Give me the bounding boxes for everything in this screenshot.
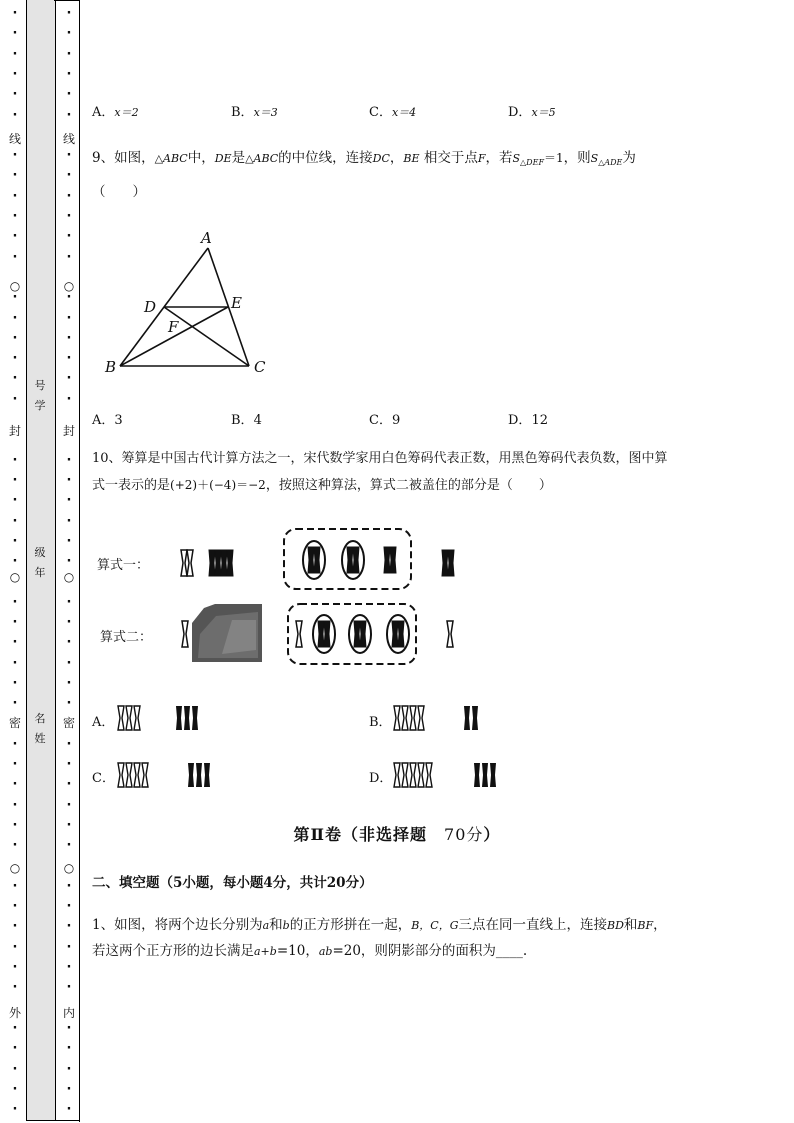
seal-dot: ·	[66, 189, 72, 204]
seal-dot: ·	[66, 229, 72, 244]
row2-label: 算式二：	[100, 630, 153, 645]
field-ji: 级	[34, 546, 46, 559]
seal-dot: ·	[12, 6, 18, 21]
q10-option-c-rods	[114, 761, 224, 791]
q10-option-b-rods	[390, 704, 490, 734]
seal-dot: ·	[12, 67, 18, 82]
seal-dot: ·	[66, 777, 72, 792]
seal-circle: ○	[9, 570, 21, 584]
seal-dot: ·	[66, 209, 72, 224]
seal-dot: ·	[66, 980, 72, 995]
seal-dot: ·	[66, 351, 72, 366]
seal-dot: ·	[12, 1021, 18, 1036]
label-a: A	[201, 229, 212, 247]
seal-dot: ·	[66, 1021, 72, 1036]
seal-dot: ·	[12, 1062, 18, 1077]
seal-dot: ·	[12, 980, 18, 995]
seal-dot: ·	[66, 615, 72, 630]
seal-label-xian: 线	[8, 132, 21, 146]
seal-dot: ·	[12, 209, 18, 224]
segment-be	[120, 307, 228, 366]
seal-circle: ○	[9, 279, 21, 293]
segment-dc	[164, 307, 249, 366]
seal-dot: ·	[66, 798, 72, 813]
seal-dot: ·	[12, 87, 18, 102]
seal-dot: ·	[66, 879, 72, 894]
row2-circled-pair	[349, 615, 371, 653]
option-label: D．	[508, 413, 532, 428]
seal-dot: ·	[12, 1041, 18, 1056]
seal-dot: ·	[66, 960, 72, 975]
q10-counting-rod-figure	[92, 520, 472, 670]
option-label: C．	[369, 413, 392, 428]
seal-dot: ·	[66, 656, 72, 671]
option-value: x＝2	[114, 106, 139, 119]
seal-circle: ○	[63, 861, 75, 875]
seal-label-feng: 封	[8, 424, 21, 438]
row2-circled-pair	[387, 615, 409, 653]
seal-label-feng: 封	[62, 424, 75, 438]
option-label: A．	[92, 105, 115, 120]
seal-dot: ·	[12, 47, 18, 62]
q9-option-c[interactable]	[369, 409, 400, 428]
row1-white-rods	[181, 550, 193, 576]
field-ming: 名	[34, 712, 46, 725]
option-label: A．	[92, 413, 115, 428]
seal-dot: ·	[66, 331, 72, 346]
option-value: x＝4	[391, 106, 417, 119]
seal-dot: ·	[12, 919, 18, 934]
seal-dot: ·	[66, 6, 72, 21]
q10-stem-line2: 式一表示的是(+2)＋(−4)＝−2，按照这种算法，算式二被盖住的部分是（ ）	[92, 478, 552, 493]
fill1-stem-line1: 1、如图，将两个边长分别为a和b的正方形拼在一起，B，C，G三点在同一直线上，连接BD和BF，	[92, 917, 667, 933]
seal-label-mi: 密	[62, 716, 75, 730]
option-value: x＝3	[253, 106, 278, 119]
seal-dot: ·	[12, 798, 18, 813]
seal-dot: ·	[66, 1082, 72, 1097]
seal-dot: ·	[66, 168, 72, 183]
q9-stem: 9、如图，△ABC中，DE是△ABC的中位线，连接DC，BE 相交于点F，若$S_{\triangle DEF}=1$，则$S_{\triangle ADE}$为	[92, 150, 636, 167]
section-ii-title: 第Ⅱ卷（非选择题 70分）	[293, 825, 501, 844]
seal-dot: ·	[12, 26, 18, 41]
field-hao: 号	[34, 379, 46, 392]
part2-heading: 二、填空题（5小题，每小题4分，共计20分）	[92, 875, 373, 891]
row1-circled-pair	[303, 541, 325, 579]
seal-dot: ·	[66, 818, 72, 833]
q8-option-a[interactable]	[92, 101, 139, 120]
seal-dot: ·	[12, 290, 18, 305]
seal-dot: ·	[66, 108, 72, 123]
seal-circle: ○	[63, 570, 75, 584]
seal-dot: ·	[12, 1082, 18, 1097]
seal-dot: ·	[66, 47, 72, 62]
seal-dot: ·	[66, 26, 72, 41]
seal-dot: ·	[12, 838, 18, 853]
seal-dot: ·	[12, 676, 18, 691]
option-label: B．	[369, 715, 392, 730]
row2-circled-pair	[313, 615, 335, 653]
seal-dot: ·	[12, 554, 18, 569]
option-value: x＝5	[531, 106, 556, 119]
q9-option-d[interactable]	[508, 409, 548, 428]
option-label: C．	[369, 105, 392, 120]
seal-dot: ·	[12, 311, 18, 326]
seal-dot: ·	[12, 371, 18, 386]
seal-dot: ·	[66, 473, 72, 488]
seal-dot: ·	[66, 392, 72, 407]
q9-triangle-figure	[95, 225, 285, 385]
q10-option-a[interactable]	[92, 711, 114, 730]
q10-option-c[interactable]	[92, 767, 115, 786]
q9-answer-blank: （ ）	[92, 184, 146, 200]
seal-dot: ·	[12, 189, 18, 204]
label-e: E	[231, 294, 242, 312]
seal-dot: ·	[12, 534, 18, 549]
seal-dot: ·	[66, 250, 72, 265]
field-nian: 年	[34, 566, 46, 579]
seal-dot: ·	[12, 1102, 18, 1117]
seal-dot: ·	[12, 818, 18, 833]
seal-dot: ·	[66, 493, 72, 508]
seal-dot: ·	[66, 554, 72, 569]
seal-dot: ·	[12, 514, 18, 529]
q10-option-a-rods	[114, 704, 214, 734]
row1-box-rods	[384, 547, 396, 573]
option-label: D．	[369, 771, 393, 786]
seal-label-xian: 线	[62, 132, 75, 146]
seal-dot: ·	[66, 534, 72, 549]
seal-dot: ·	[66, 696, 72, 711]
binding-border-line	[79, 0, 80, 1122]
label-d: D	[144, 298, 157, 316]
q10-option-b[interactable]	[369, 711, 392, 730]
seal-dot: ·	[66, 1102, 72, 1117]
seal-dot: ·	[12, 696, 18, 711]
seal-circle: ○	[9, 861, 21, 875]
q8-option-b[interactable]	[231, 101, 278, 120]
seal-dot: ·	[66, 1041, 72, 1056]
label-b: B	[105, 358, 117, 376]
seal-dot: ·	[66, 311, 72, 326]
seal-dot: ·	[12, 595, 18, 610]
q10-option-d[interactable]	[369, 767, 392, 786]
seal-dot: ·	[12, 879, 18, 894]
seal-dot: ·	[12, 777, 18, 792]
q8-option-c[interactable]	[369, 101, 416, 120]
seal-dot: ·	[66, 148, 72, 163]
seal-dot: ·	[66, 1062, 72, 1077]
q10-stem-line1: 10、筹算是中国古代计算方法之一，宋代数学家用白色筹码代表正数，用黑色筹码代表负数，图中算	[92, 451, 668, 466]
seal-dot: ·	[12, 615, 18, 630]
option-value: 12	[531, 413, 548, 428]
row2-box-white-rod	[296, 621, 302, 647]
option-label: B．	[231, 105, 254, 120]
fill1-stem-line2: 若这两个正方形的边长满足a+b=10，ab=20，则阴影部分的面积为____.	[92, 943, 528, 959]
seal-label-nei: 内	[62, 1006, 75, 1020]
seal-dot: ·	[12, 108, 18, 123]
q9-option-a[interactable]	[92, 409, 123, 428]
seal-dot: ·	[12, 899, 18, 914]
seal-dot: ·	[12, 148, 18, 163]
seal-dot: ·	[66, 838, 72, 853]
q10-option-d-rods	[390, 761, 510, 791]
seal-dot: ·	[66, 635, 72, 650]
seal-dot: ·	[12, 229, 18, 244]
seal-label-wai: 外	[8, 1006, 21, 1020]
row2-result-white-rod	[447, 621, 453, 647]
seal-dot: ·	[66, 290, 72, 305]
option-label: B．	[231, 413, 254, 428]
label-f: F	[168, 318, 179, 336]
seal-dot: ·	[66, 757, 72, 772]
seal-dot: ·	[66, 919, 72, 934]
seal-dot: ·	[66, 676, 72, 691]
option-label: A．	[92, 715, 115, 730]
seal-dot: ·	[12, 168, 18, 183]
seal-dot: ·	[66, 453, 72, 468]
seal-dot: ·	[66, 514, 72, 529]
seal-dot: ·	[66, 899, 72, 914]
seal-dot: ·	[12, 940, 18, 955]
seal-dot: ·	[12, 737, 18, 752]
row1-result-rods	[442, 550, 454, 576]
seal-dot: ·	[66, 595, 72, 610]
row1-black-rods	[209, 550, 233, 576]
seal-circle: ○	[63, 279, 75, 293]
seal-dot: ·	[66, 67, 72, 82]
seal-dot: ·	[12, 656, 18, 671]
seal-dot: ·	[66, 87, 72, 102]
row2-white-rod	[182, 621, 188, 647]
seal-dot: ·	[66, 737, 72, 752]
seal-dot: ·	[12, 493, 18, 508]
row1-label: 算式一：	[97, 558, 150, 573]
option-label: D．	[508, 105, 532, 120]
row1-circled-pair	[342, 541, 364, 579]
seal-dot: ·	[12, 635, 18, 650]
seal-dot: ·	[12, 453, 18, 468]
inner-seal-column	[62, 0, 76, 1123]
seal-dot: ·	[12, 331, 18, 346]
row2-covered-area	[192, 604, 262, 662]
option-value: 3	[114, 413, 123, 428]
option-label: C．	[92, 771, 115, 786]
option-value: 9	[391, 413, 401, 428]
seal-dot: ·	[12, 351, 18, 366]
label-c: C	[254, 358, 266, 376]
seal-dot: ·	[12, 757, 18, 772]
seal-dot: ·	[12, 960, 18, 975]
field-xing: 姓	[34, 732, 46, 745]
seal-dot: ·	[12, 473, 18, 488]
field-xue: 学	[34, 399, 46, 412]
seal-label-mi: 密	[8, 716, 21, 730]
seal-dot: ·	[12, 250, 18, 265]
seal-dot: ·	[66, 371, 72, 386]
seal-dot: ·	[66, 940, 72, 955]
outer-seal-column	[8, 0, 22, 1123]
seal-dot: ·	[12, 392, 18, 407]
option-value: 4	[253, 413, 262, 428]
q9-option-b[interactable]	[231, 409, 262, 428]
q8-option-d[interactable]	[508, 101, 556, 120]
